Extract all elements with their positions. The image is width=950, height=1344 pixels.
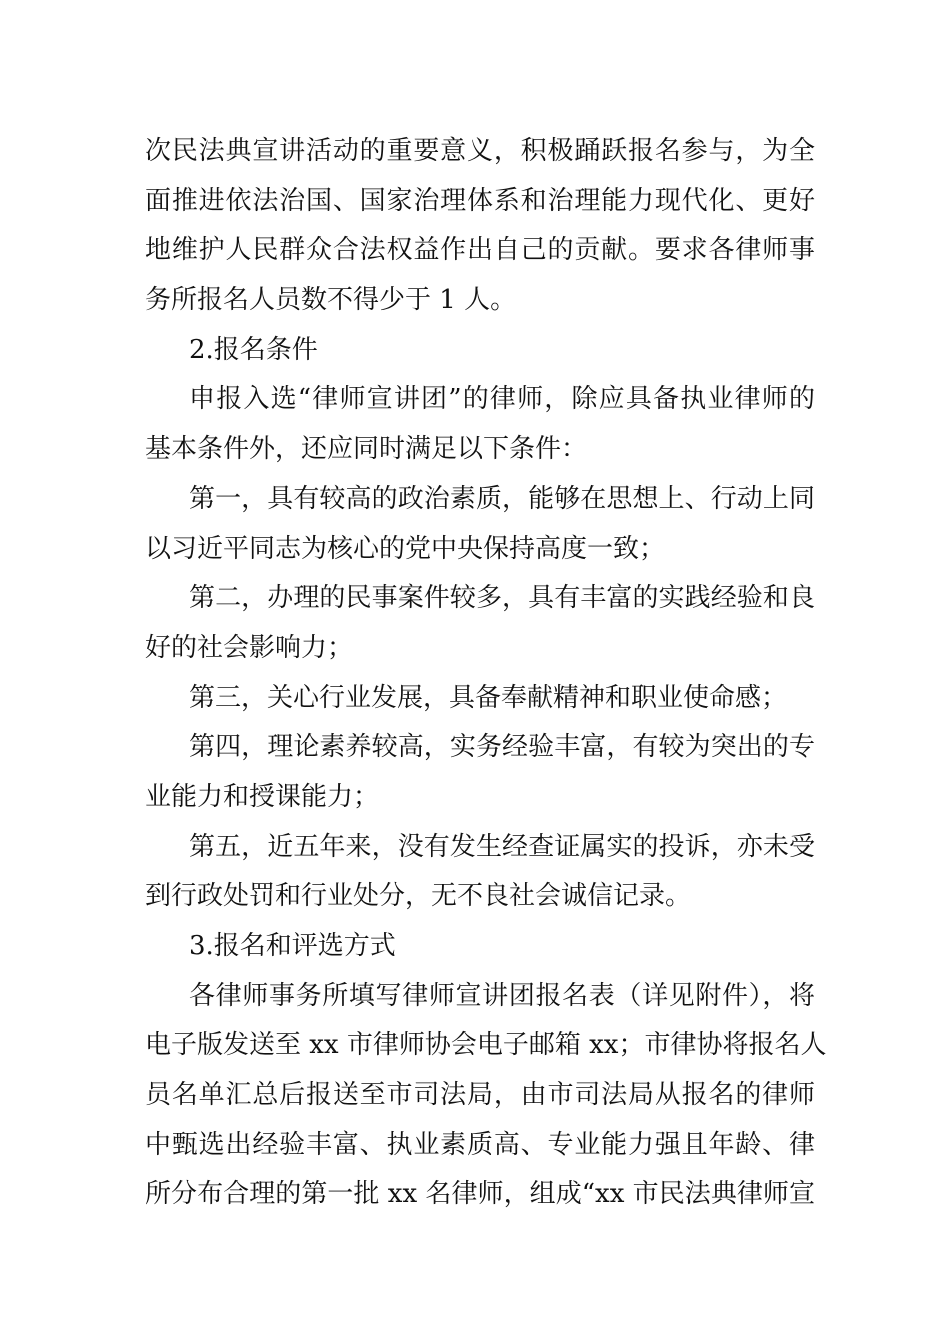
- text-line: 地维护人民群众合法权益作出自己的贡献。要求各律师事: [145, 235, 815, 266]
- text-line: 到行政处罚和行业处分，无不良社会诚信记录。: [145, 881, 692, 912]
- text-line: 各律师事务所填写律师宣讲团报名表（详见附件），将: [189, 980, 815, 1011]
- text-line: 第一，具有较高的政治素质，能够在思想上、行动上同: [189, 483, 815, 514]
- text-line: 第五，近五年来，没有发生经查证属实的投诉，亦未受: [189, 831, 815, 862]
- text-line: 务所报名人员数不得少于 1 人。: [145, 285, 517, 316]
- document-body: [145, 127, 827, 1220]
- text-line: 次民法典宣讲活动的重要意义，积极踊跃报名参与，为全: [145, 136, 815, 166]
- text-line: 基本条件外，还应同时满足以下条件：: [145, 434, 588, 465]
- text-line: 员名单汇总后报送至市司法局，由市司法局从报名的律师: [145, 1080, 815, 1111]
- text-line: 第二，办理的民事案件较多，具有丰富的实践经验和良: [189, 583, 815, 614]
- text-line: 面推进依法治国、国家治理体系和治理能力现代化、更好: [145, 185, 815, 216]
- text-line: 第四，理论素养较高，实务经验丰富，有较为突出的专: [189, 732, 815, 763]
- text-line: 申报入选“律师宣讲团”的律师，除应具备执业律师的: [189, 384, 815, 415]
- text-line: 第三，关心行业发展，具备奉献精神和职业使命感；: [189, 682, 788, 713]
- text-line: 中甄选出经验丰富、执业素质高、专业能力强且年龄、律: [145, 1129, 815, 1160]
- text-line: 业能力和授课能力；: [145, 781, 380, 812]
- text-line: 电子版发送至 xx 市律师协会电子邮箱 xx；市律协将报名人: [145, 1030, 827, 1061]
- text-line: 3.报名和评选方式: [189, 931, 396, 961]
- text-line: 2.报名条件: [189, 334, 318, 365]
- text-line: 以习近平同志为核心的党中央保持高度一致；: [145, 533, 666, 564]
- text-line: 好的社会影响力；: [145, 632, 354, 663]
- text-line: 所分布合理的第一批 xx 名律师，组成“xx 市民法典律师宣: [145, 1179, 815, 1210]
